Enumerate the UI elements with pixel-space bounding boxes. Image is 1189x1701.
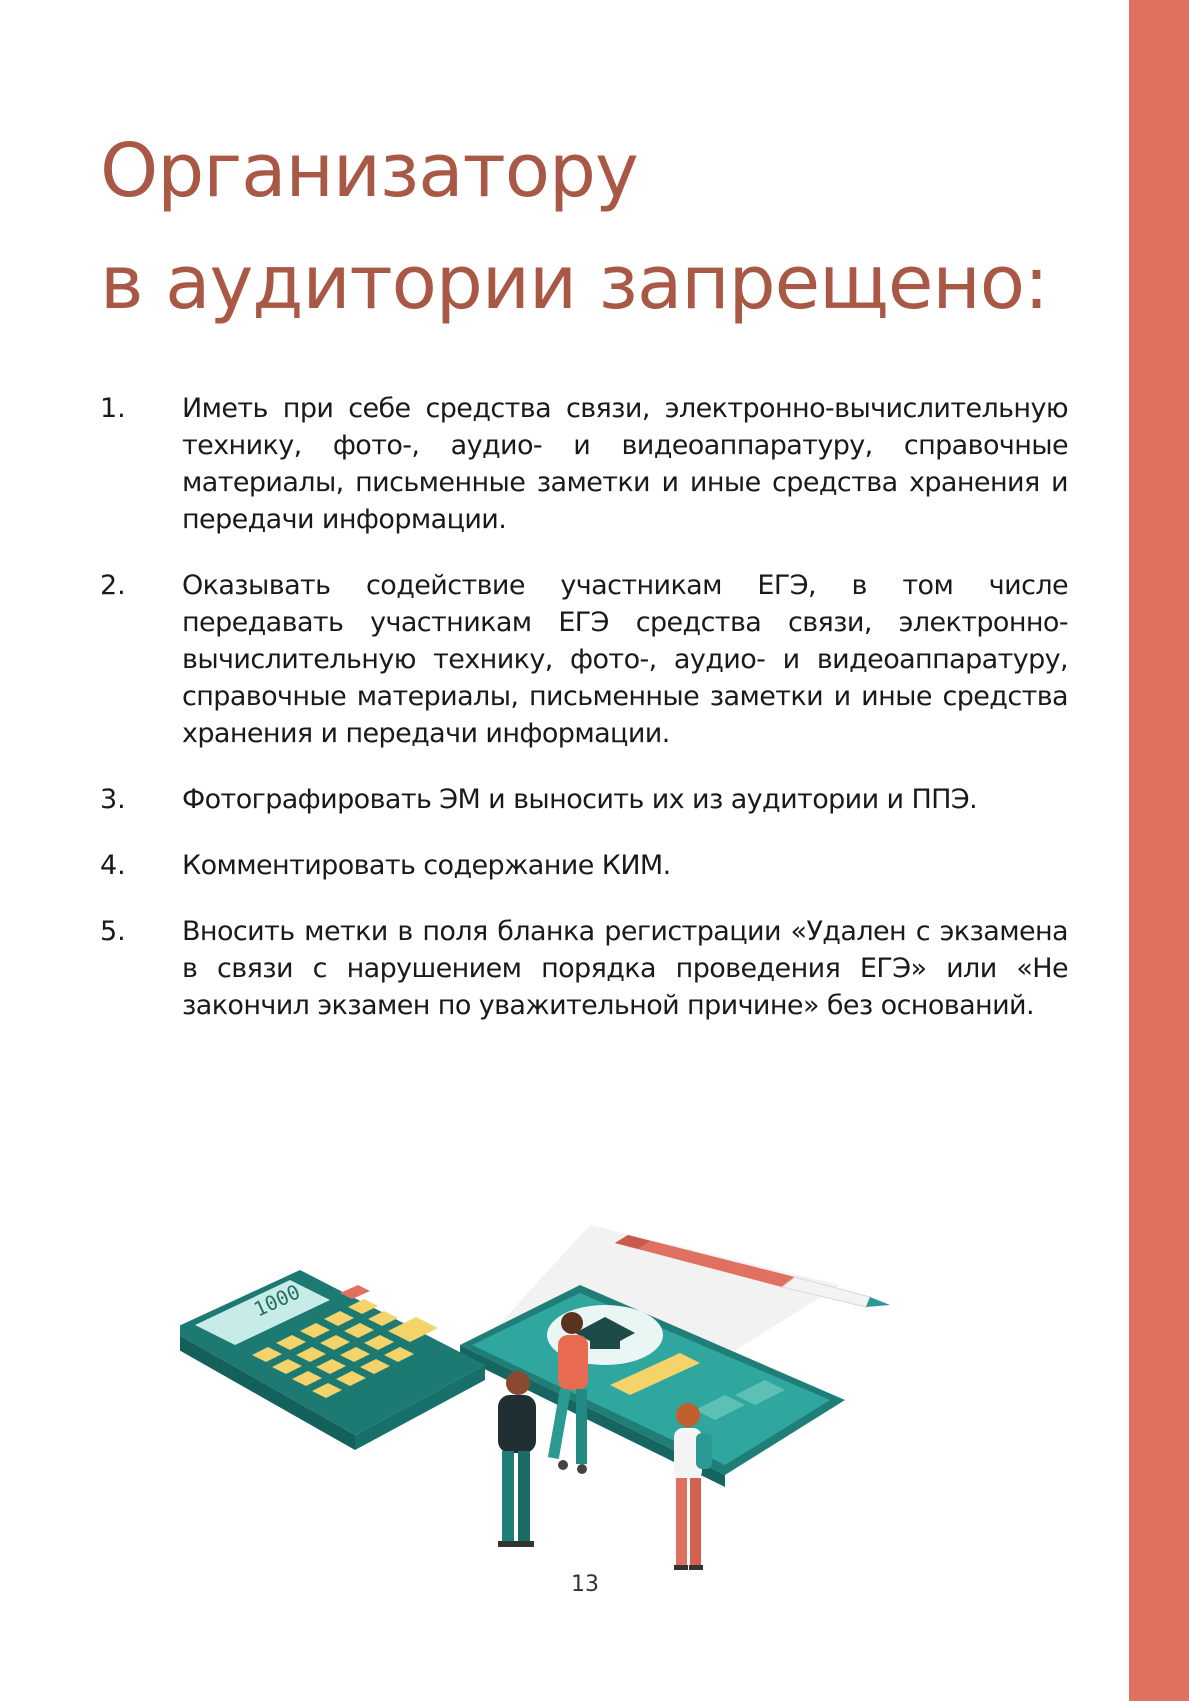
page-title: [100, 115, 1100, 339]
list-item: [100, 781, 1068, 818]
title-line-2: в аудитории запрещено:: [100, 240, 1048, 326]
list-item-number: 3.: [100, 784, 126, 815]
calculator-display: 1000: [249, 1279, 304, 1322]
list-item: [100, 913, 1068, 1024]
page-number: 13: [571, 1572, 599, 1597]
list-item: [100, 390, 1068, 538]
list-item-number: 2.: [100, 570, 126, 601]
list-item-text: Оказывать содействие участникам ЕГЭ, в том числе передавать участникам ЕГЭ средства связи, электронно-вычислительную технику, фото-, аудио- и видеоаппаратуру, справочные материалы, письменные заметки и иные средства хранения и передачи информации.: [182, 570, 1068, 749]
exam-illustration: [180, 1225, 900, 1615]
list-item-text: Фотографировать ЭМ и выносить их из аудитории и ППЭ.: [182, 784, 978, 815]
list-item: [100, 567, 1068, 752]
list-item-text: Комментировать содержание КИМ.: [182, 850, 671, 881]
list-item-text: Иметь при себе средства связи, электронно-вычислительную технику, фото-, аудио- и видеоаппаратуру, справочные материалы, письменные заметки и иные средства хранения и передачи информации.: [182, 393, 1068, 535]
title-line-1: Организатору: [100, 128, 638, 214]
list-item-number: 1.: [100, 393, 126, 424]
calculator-icon: [180, 1270, 485, 1450]
list-item-text: Вносить метки в поля бланка регистрации «Удален с экзамена в связи с нарушением порядка проведения ЕГЭ» или «Не закончил экзамен по уважительной причине» без оснований.: [182, 916, 1068, 1021]
person-man-figure: [498, 1371, 536, 1547]
list-item-number: 4.: [100, 850, 126, 881]
side-accent-bar: [1129, 0, 1189, 1701]
prohibitions-list: [100, 390, 1068, 1053]
list-item: [100, 847, 1068, 884]
list-item-number: 5.: [100, 916, 126, 947]
